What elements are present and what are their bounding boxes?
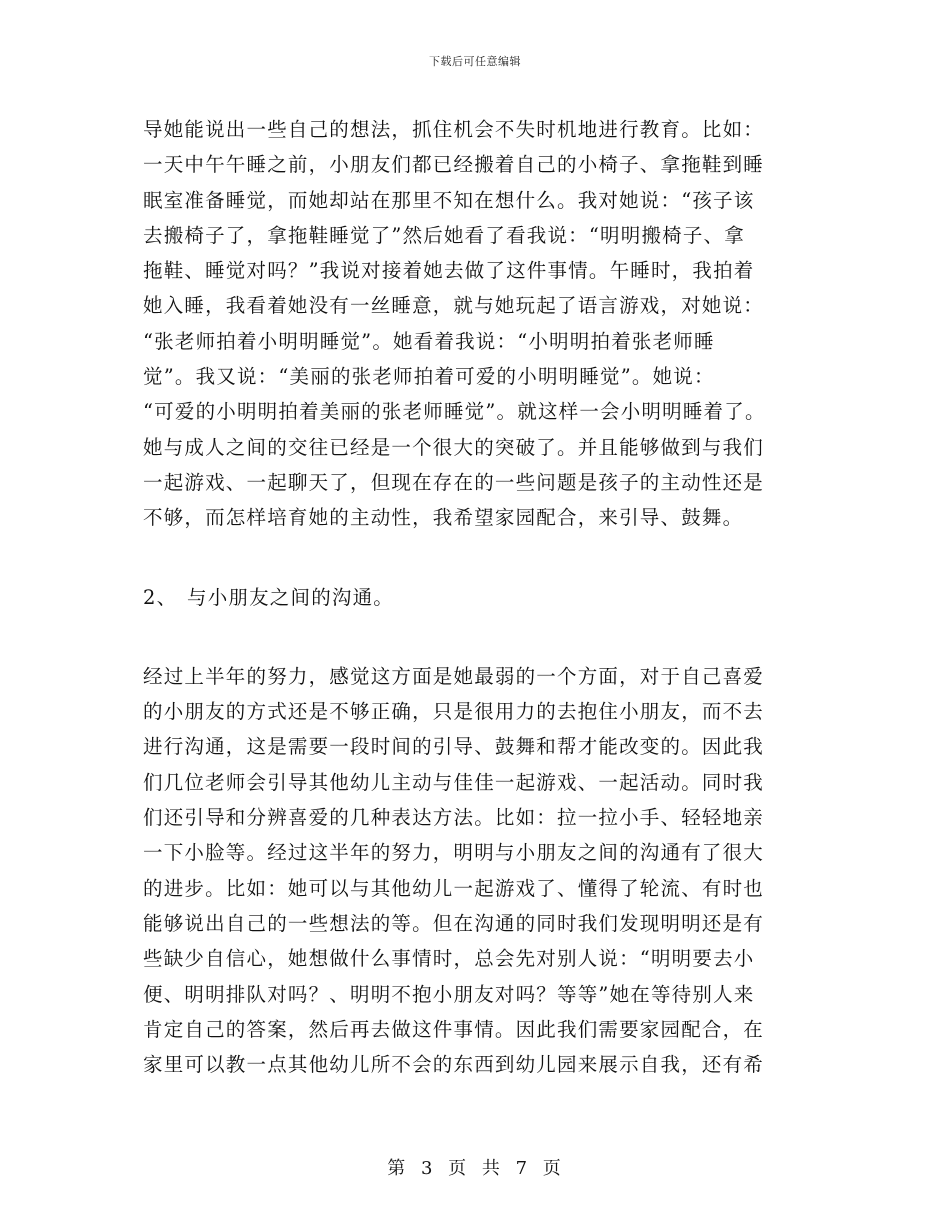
text-line: 的进步。比如：她可以与其他幼儿一起游戏了、懂得了轮流、有时也	[143, 876, 765, 900]
text-line: 导她能说出一些自己的想法，抓住机会不失时机地进行教育。比如：	[143, 118, 765, 141]
text-line: 能够说出自己的一些想法的等。但在沟通的同时我们发现明明还是有	[143, 911, 765, 935]
paragraph-child-adult-interaction	[143, 112, 823, 536]
section-heading	[143, 580, 823, 615]
text-line: 们还引导和分辨喜爱的几种表达方法。比如：拉一拉小手、轻轻地亲	[143, 806, 765, 830]
text-line: 进行沟通，这是需要一段时间的引导、鼓舞和帮才能改变的。因此我	[143, 735, 765, 759]
section-number: 2、	[143, 585, 178, 609]
text-line: 些缺少自信心，她想做什么事情时，总会先对别人说：“明明要去小	[143, 947, 755, 971]
text-line: 她与成人之间的交往已经是一个很大的突破了。并且能够做到与我们	[143, 435, 765, 459]
text-line: 觉”。我又说：“美丽的张老师拍着可爱的小明明睡觉”。她说：	[143, 365, 715, 389]
text-line: 经过上半年的努力，感觉这方面是她最弱的一个方面，对于自己喜爱	[143, 664, 765, 688]
text-line: 一天中午午睡之前，小朋友们都已经搬着自己的小椅子、拿拖鞋到睡	[143, 153, 765, 177]
text-line: 不够，而怎样培育她的主动性，我希望家园配合，来引导、鼓舞。	[143, 506, 744, 530]
document-body	[143, 112, 823, 1082]
text-line: 她入睡，我看着她没有一丝睡意，就与她玩起了语言游戏，对她说：	[143, 294, 765, 318]
section-title: 与小朋友之间的沟通。	[187, 585, 395, 609]
text-line: “可爱的小明明拍着美丽的张老师睡觉”。就这样一会小明明睡着了。	[143, 400, 766, 424]
text-line: 家里可以教一点其他幼儿所不会的东西到幼儿园来展示自我，还有希	[143, 1053, 765, 1077]
paragraph-peer-communication	[143, 659, 823, 1083]
text-line: 的小朋友的方式还是不够正确，只是很用力的去抱住小朋友，而不去	[143, 700, 765, 724]
text-line: 一下小脸等。经过这半年的努力，明明与小朋友之间的沟通有了很大	[143, 841, 765, 865]
text-line: 去搬椅子了，拿拖鞋睡觉了”然后她看了看我说：“明明搬椅子、拿	[143, 223, 745, 247]
page-number-footer: 第 3 页 共 7 页	[387, 1158, 563, 1179]
text-line: 一起游戏、一起聊天了，但现在存在的一些问题是孩子的主动性还是	[143, 470, 765, 494]
text-line: 们几位老师会引导其他幼儿主动与佳佳一起游戏、一起活动。同时我	[143, 770, 765, 794]
page-header-note: 下载后可任意编辑	[429, 55, 521, 68]
text-line: 肯定自己的答案，然后再去做这件事情。因此我们需要家园配合，在	[143, 1017, 765, 1041]
text-line: 便、明明排队对吗？、明明不抱小朋友对吗？等等”她在等待别人来	[143, 982, 755, 1006]
text-line: 拖鞋、睡觉对吗？”我说对接着她去做了这件事情。午睡时，我拍着	[143, 259, 755, 283]
text-line: 眠室准备睡觉，而她却站在那里不知在想什么。我对她说：“孩子该	[143, 188, 755, 212]
text-line: “张老师拍着小明明睡觉”。她看着我说：“小明明拍着张老师睡	[143, 329, 715, 353]
